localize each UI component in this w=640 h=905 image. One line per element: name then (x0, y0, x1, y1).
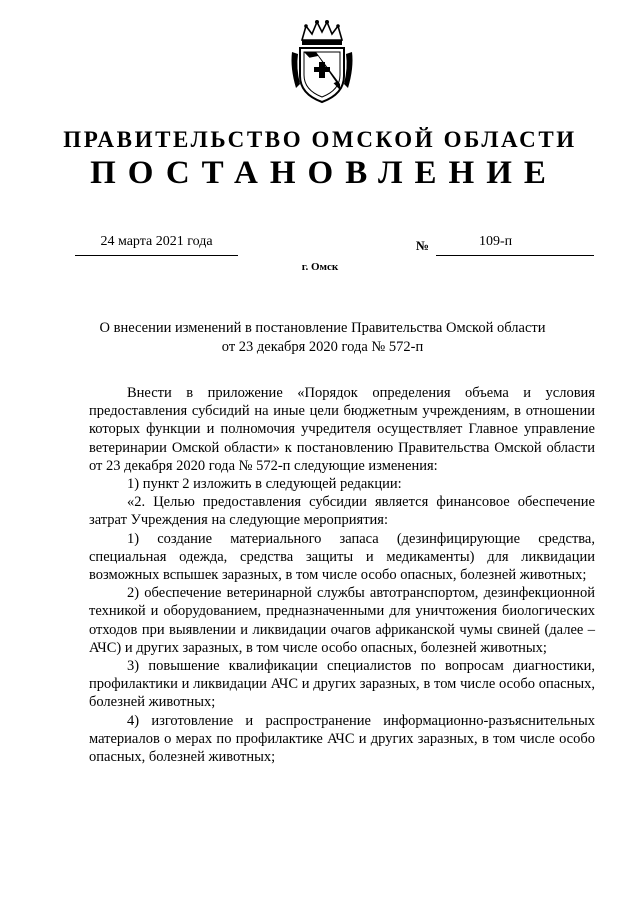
body-paragraph: 4) изготовление и распространение информационно-разъяснительных материалов о мерах по профилактике АЧС и других заразных, в том числе особо опасных, болезней животных; (89, 712, 595, 766)
city-label: г. Омск (301, 261, 339, 273)
body-paragraph: 3) повышение квалификации специалистов по вопросам диагностики, профилактики и ликвидации АЧС и других заразных, в том числе особо опасных, болезней животных; (89, 658, 595, 711)
government-title: ПРАВИТЕЛЬСТВО ОМСКОЙ ОБЛАСТИ (63, 127, 577, 152)
document-number: 109-п (479, 234, 513, 249)
number-sign: № (416, 238, 430, 253)
document-date: 24 марта 2021 года (75, 233, 238, 256)
subject-line-2: от 23 декабря 2020 года № 572-п (221, 339, 424, 355)
document-body (89, 384, 595, 766)
body-paragraph: 1) создание материального запаса (дезинфицирующие средства, специальная одежда, средства защиты и медикаменты) для ликвидации возможных вспышек заразных, в том числе особо опасных, болезней животных; (89, 530, 595, 584)
body-paragraph: 2) обеспечение ветеринарной службы автотранспортом, дезинфекционной техникой и оборудованием, предназначенными для уничтожения биологических отходов при выявлении и ликвидации очагов африканской чумы свиней (далее – АЧС) и других заразных, в том числе особо опасных, болезней животных; (89, 585, 595, 656)
document-number-field (436, 233, 594, 256)
subject-line-1: О внесении изменений в постановление Правительства Омской области (99, 320, 546, 336)
document-subject (60, 319, 585, 357)
body-paragraph: «2. Целью предоставления субсидии является финансовое обеспечение затрат Учреждения на следующие мероприятия: (89, 494, 595, 529)
body-paragraph: 1) пункт 2 изложить в следующей редакции: (127, 476, 402, 493)
coat-of-arms-icon (288, 18, 356, 104)
document-type-title: ПОСТАНОВЛЕНИЕ (90, 155, 558, 191)
body-paragraph: Внести в приложение «Порядок определения объема и условия предоставления субсидий на иные цели бюджетным учреждениям, в отношении которых функции и полномочия учредителя осуществляет Главное управление ветеринарии Омской области» к постановлению Правительства Омской области от 23 декабря 2020 года № 572-п следующие изменения: (89, 385, 595, 474)
